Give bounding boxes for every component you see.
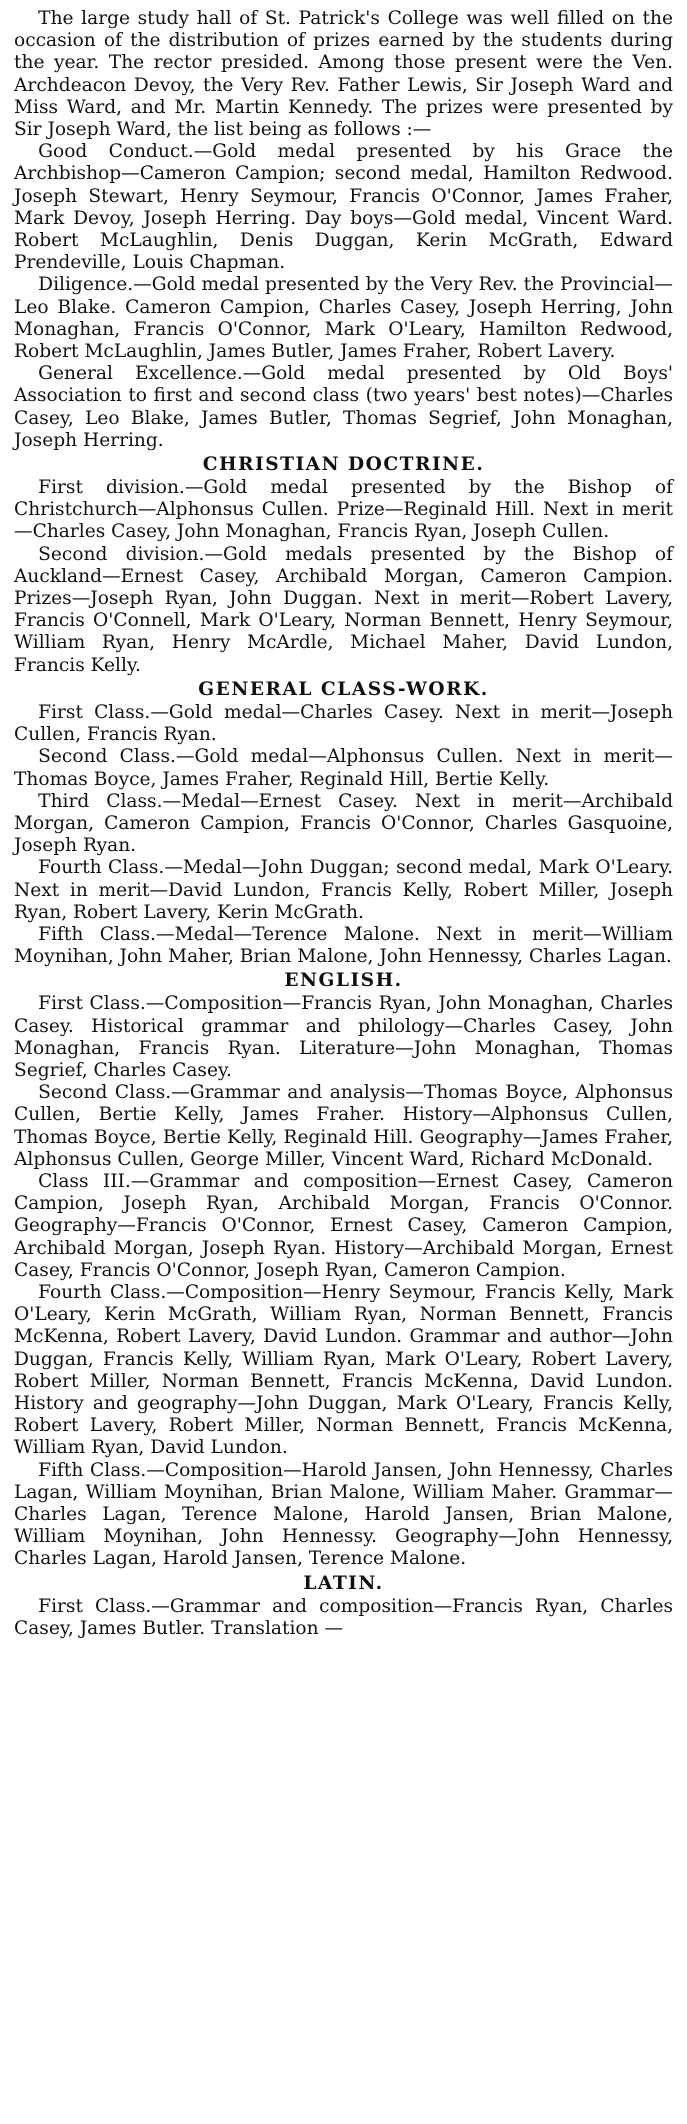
christian-doctrine-heading: CHRISTIAN DOCTRINE.	[202, 454, 485, 476]
intro-paragraph: The large study hall of St. Patrick's College was well filled on the occasion of the distribution of prizes earned by the students during the year. The rector presided. Among those present were the Ven. Archdeacon Devoy, the Very Rev. Father Lewis, Sir Joseph Ward and Miss Ward, and Mr. Martin Kennedy. The prizes were presented by Sir Joseph Ward, the list being as follows :—	[14, 8, 673, 141]
doctrine-first-division-paragraph: First division.—Gold medal presented by the Bishop of Christchurch—Alphonsus Cullen. Prize—Reginald Hill. Next in merit—Charles Casey, John Monaghan, Francis Ryan, Joseph Cullen.	[14, 477, 673, 543]
general-class-work-heading: GENERAL CLASS-WORK.	[198, 678, 489, 700]
english-fifth-class-paragraph: Fifth Class.—Composition—Harold Jansen, John Hennessy, Charles Lagan, William Moynihan, Brian Malone, William Maher. Grammar—Charles Lagan, Terence Malone, Harold Jansen, Brian Malone, William Moynihan, John Hennessy. Geography—John Hennessy, Charles Lagan, Harold Jansen, Terence Malone.	[14, 1459, 673, 1570]
good-conduct-paragraph: Good Conduct.—Gold medal presented by his Grace the Archbishop—Cameron Campion; second medal, Hamilton Redwood. Joseph Stewart, Henry Seymour, Francis O'Connor, James Fraher, Mark Devoy, Joseph Herring. Day boys—Gold medal, Vincent Ward. Robert McLaughlin, Denis Duggan, Kerin McGrath, Edward Prendeville, Louis Chapman.	[14, 141, 673, 274]
general-excellence-paragraph: General Excellence.—Gold medal presented by Old Boys' Association to first and second class (two years' best notes)—Charles Casey, Leo Blake, James Butler, Thomas Segrief, John Monaghan, Joseph Herring.	[14, 363, 673, 451]
english-second-class-paragraph: Second Class.—Grammar and analysis—Thomas Boyce, Alphonsus Cullen, Bertie Kelly, James Fraher. History—Alphonsus Cullen, Thomas Boyce, Bertie Kelly, Reginald Hill. Geography—James Fraher, Alphonsus Cullen, George Miller, Vincent Ward, Richard McDonald.	[14, 1082, 673, 1170]
latin-heading: LATIN.	[303, 1572, 384, 1594]
doctrine-second-division-paragraph: Second division.—Gold medals presented by the Bishop of Auckland—Ernest Casey, Archibald Morgan, Cameron Campion. Prizes—Joseph Ryan, John Duggan. Next in merit—Robert Lavery, Francis O'Connell, Mark O'Leary, Norman Bennett, Henry Seymour, William Ryan, Henry McArdle, Michael Maher, David Lundon, Francis Kelly.	[14, 543, 673, 676]
english-fourth-class-paragraph: Fourth Class.—Composition—Henry Seymour, Francis Kelly, Mark O'Leary, Kerin McGrath, William Ryan, Norman Bennett, Francis McKenna, Robert Lavery, David Lundon. Grammar and author—John Duggan, Francis Kelly, William Ryan, Mark O'Leary, Robert Lavery, Robert Miller, Norman Bennett, Francis McKenna, David Lundon. History and geography—John Duggan, Mark O'Leary, Francis Kelly, Robert Lavery, Robert Miller, Norman Bennett, Francis McKenna, William Ryan, David Lundon.	[14, 1281, 673, 1459]
latin-first-class-paragraph: First Class.—Grammar and composition—Francis Ryan, Charles Casey, James Butler. Translation —	[14, 1595, 673, 1639]
english-heading: ENGLISH.	[284, 970, 403, 992]
english-first-class-paragraph: First Class.—Composition—Francis Ryan, John Monaghan, Charles Casey. Historical grammar and philology—Charles Casey, John Monaghan, Francis Ryan. Literature—John Monaghan, Thomas Segrief, Charles Casey.	[14, 993, 673, 1081]
classwork-second-class-paragraph: Second Class.—Gold medal—Alphonsus Cullen. Next in merit—Thomas Boyce, James Fraher, Reginald Hill, Bertie Kelly.	[14, 746, 673, 790]
classwork-first-class-paragraph: First Class.—Gold medal—Charles Casey. Next in merit—Joseph Cullen, Francis Ryan.	[14, 701, 673, 746]
diligence-paragraph: Diligence.—Gold medal presented by the Very Rev. the Provincial—Leo Blake. Cameron Campion, Charles Casey, Joseph Herring, John Monaghan, Francis O'Connor, Mark O'Leary, Hamilton Redwood, Robert McLaughlin, James Butler, James Fraher, Robert Lavery.	[14, 274, 673, 363]
english-class-three-paragraph: Class III.—Grammar and composition—Ernest Casey, Cameron Campion, Joseph Ryan, Archibald Morgan, Francis O'Connor. Geography—Francis O'Connor, Ernest Casey, Cameron Campion, Archibald Morgan, Joseph Ryan. History—Archibald Morgan, Ernest Casey, Francis O'Connor, Joseph Ryan, Cameron Campion.	[14, 1170, 673, 1281]
classwork-fifth-class-paragraph: Fifth Class.—Medal—Terence Malone. Next in merit—William Moynihan, John Maher, Brian Malone, John Hennessy, Charles Lagan.	[14, 923, 673, 968]
classwork-third-class-paragraph: Third Class.—Medal—Ernest Casey. Next in merit—Archibald Morgan, Cameron Campion, Francis O'Connor, Charles Gasquoine, Joseph Ryan.	[14, 790, 673, 857]
classwork-fourth-class-paragraph: Fourth Class.—Medal—John Duggan; second medal, Mark O'Leary. Next in merit—David Lundon, Francis Kelly, Robert Miller, Joseph Ryan, Robert Lavery, Kerin McGrath.	[14, 857, 673, 923]
